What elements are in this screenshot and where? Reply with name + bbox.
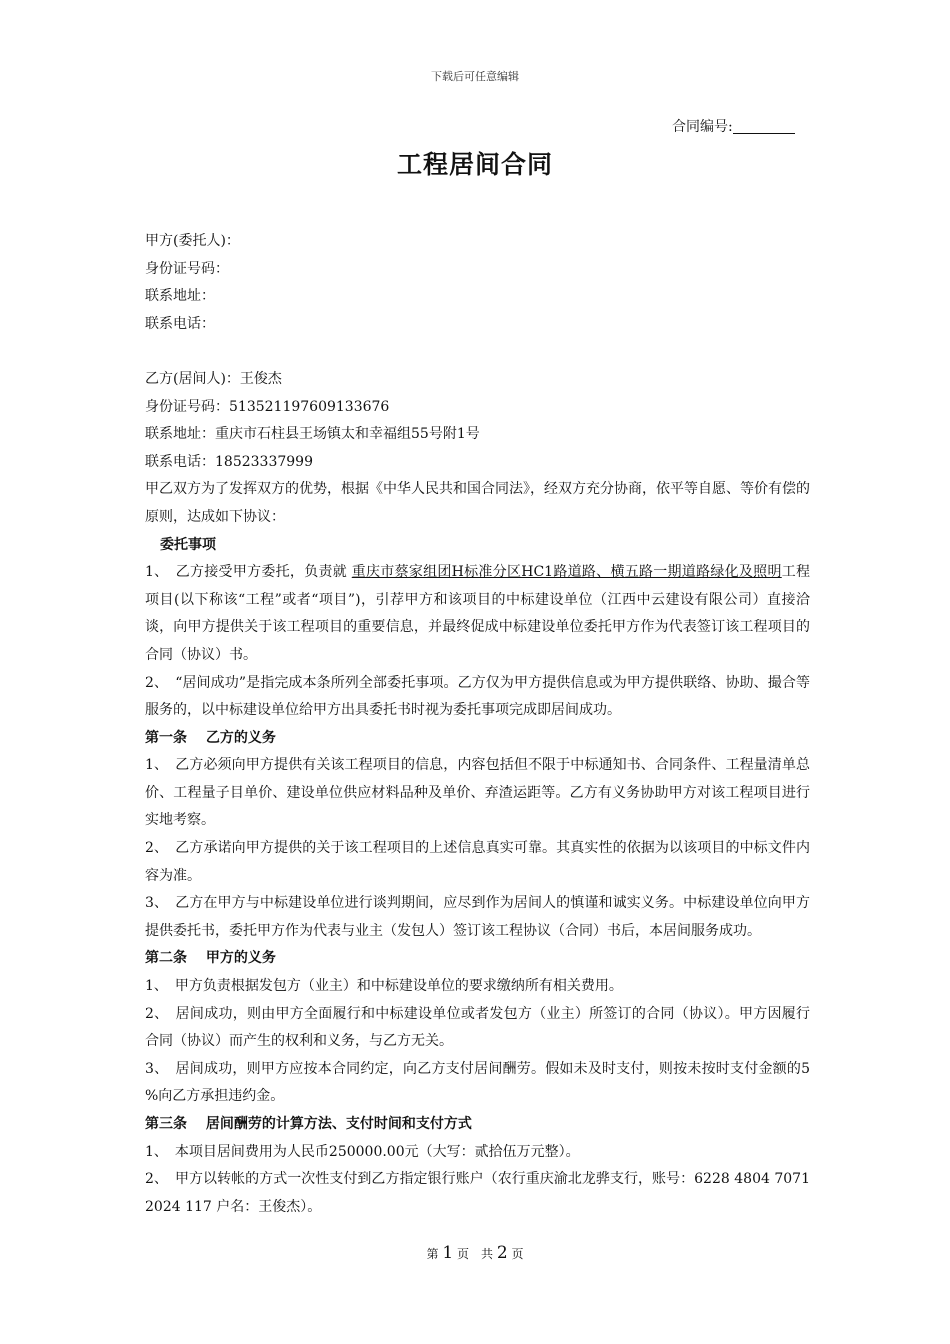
commission-item-1-post: 工程项目(以下称该“工程”或者“项目”)，引荐甲方和该项目的中标建设单位（江西中云建设有限公司）直接洽谈，向甲方提供关于该工程项目的重要信息，并最终促成中标建设单位委托甲方作为代表签订该工程项目的合同（协议）书。	[145, 564, 811, 663]
contract-number-label: 合同编号:	[672, 119, 733, 135]
article-2-item-1: 1、 甲方负责根据发包方（业主）和中标建设单位的要求缴纳所有相关费用。	[145, 978, 623, 995]
article-1-item-3: 3、 乙方在甲方与中标建设单位进行谈判期间，应尽到作为居间人的慎谨和诚实义务。中标建设单位向甲方提供委托书，委托甲方作为代表与业主（发包人）签订该工程协议（合同）书后，本居间服务成功。	[145, 895, 810, 939]
article-1-item-1: 1、 乙方必须向甲方提供有关该工程项目的信息，内容包括但不限于中标通知书、合同条件、工程量清单总价、工程量子目单价、建设单位供应材料品种及单价、弃渣运距等。乙方有义务协助甲方对该工程项目进行实地考察。	[145, 757, 810, 829]
party-b-id: 身份证号码：513521197609133676	[145, 398, 390, 415]
commission-item-1-pre: 1、 乙方接受甲方委托，负责就	[145, 564, 352, 581]
party-b-phone: 联系电话：18523337999	[145, 453, 313, 470]
commission-item-1	[145, 559, 810, 669]
party-a-id: 身份证号码：	[145, 260, 229, 277]
document-body	[145, 228, 810, 1221]
article-3-heading: 第三条 居间酬劳的计算方法、支付时间和支付方式	[145, 1116, 472, 1132]
footer-middle: 页 共	[456, 1247, 493, 1261]
article-2-item-3: 3、 居间成功，则甲方应按本合同约定，向乙方支付居间酬劳。假如未及时支付，则按未按时支付金额的5 %向乙方承担违约金。	[145, 1060, 810, 1105]
preamble: 甲乙双方为了发挥双方的优势，根据《中华人民共和国合同法》，经双方充分协商，依平等自愿、等价有偿的原则，达成如下协议：	[145, 481, 810, 525]
spacer	[145, 338, 810, 366]
contract-number-blank	[733, 119, 795, 134]
page-footer	[0, 1243, 950, 1263]
party-a-phone: 联系电话：	[145, 315, 215, 332]
contract-number	[672, 116, 795, 136]
party-a-title: 甲方(委托人)：	[145, 233, 240, 249]
party-b-title: 乙方(居间人)：王俊杰	[145, 370, 282, 387]
commission-item-2: 2、 “居间成功”是指完成本条所列全部委托事项。乙方仅为甲方提供信息或为甲方提供联络、协助、撮合等服务的，以中标建设单位给甲方出具委托书时视为委托事项完成即居间成功。	[145, 674, 810, 719]
document-title: 工程居间合同	[396, 150, 553, 179]
article-3-item-2: 2、 甲方以转帐的方式一次性支付到乙方指定银行账户（农行重庆渝北龙骅支行，账号：6228 4804 7071 2024 117 户名：王俊杰）。	[145, 1171, 810, 1215]
article-1-item-2: 2、 乙方承诺向甲方提供的关于该工程项目的上述信息真实可靠。其真实性的依据为以该项目的中标文件内容为准。	[145, 840, 810, 884]
current-page-number: 1	[442, 1243, 454, 1263]
project-name: 重庆市蔡家组团H标准分区HC1路道路、横五路一期道路绿化及照明	[351, 564, 782, 581]
article-2-item-2: 2、 居间成功，则由甲方全面履行和中标建设单位或者发包方（业主）所签订的合同（协议）。甲方因履行合同（协议）而产生的权利和义务，与乙方无关。	[145, 1005, 810, 1050]
page-header-note: 下载后可任意编辑	[431, 70, 519, 83]
commission-heading: 委托事项	[160, 536, 216, 553]
total-page-number: 2	[496, 1243, 508, 1263]
party-a-address: 联系地址：	[145, 288, 215, 305]
article-3-item-1: 1、 本项目居间费用为人民币250000.00元（大写：贰拾伍万元整）。	[145, 1143, 580, 1160]
article-1-heading: 第一条 乙方的义务	[145, 729, 276, 746]
article-2-heading: 第二条 甲方的义务	[145, 950, 276, 967]
footer-suffix: 页	[511, 1247, 524, 1261]
party-b-address: 联系地址：重庆市石柱县王场镇太和幸福组55号附1号	[145, 426, 480, 443]
footer-prefix: 第	[426, 1247, 439, 1261]
